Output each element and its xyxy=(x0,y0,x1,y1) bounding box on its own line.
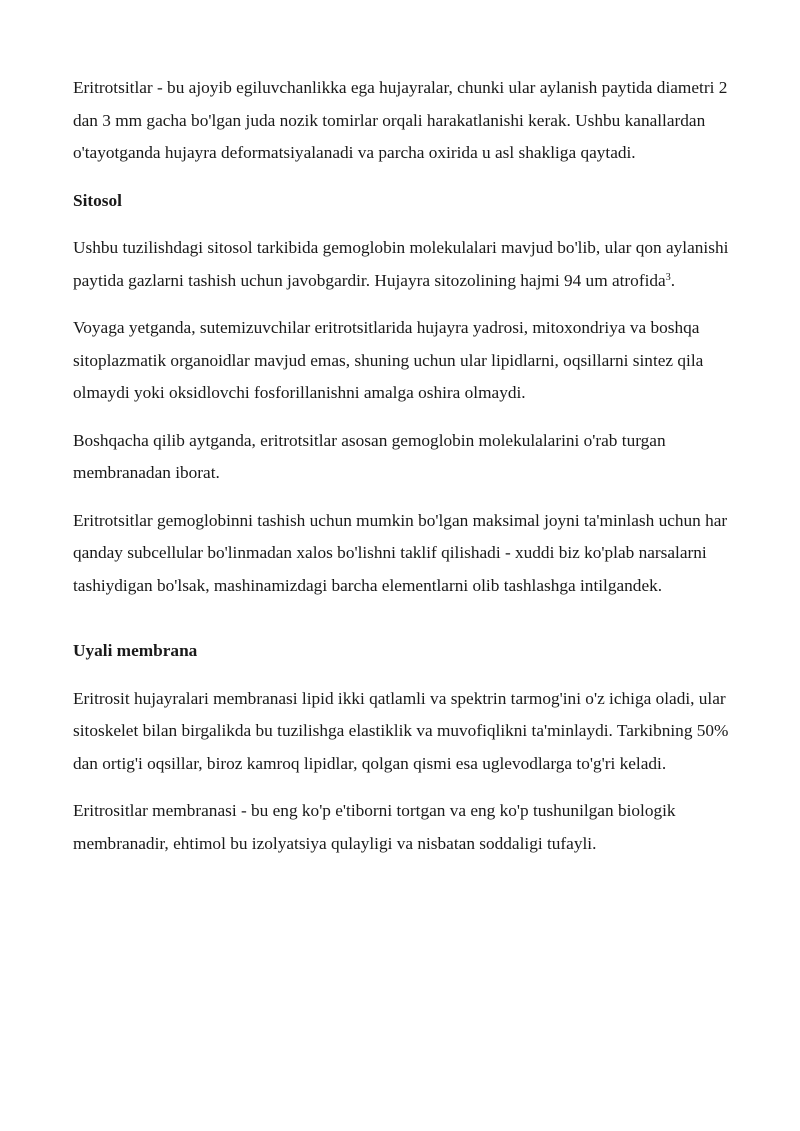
membrane-paragraph-1: Eritrosit hujayralari membranasi lipid ikki qatlamli va spektrin tarmog'ini o'z ichiga oladi, ular sitoskelet bilan birgalikda bu tuzilishga elastiklik va muvofiqlikni ta'minlaydi. Tarkibning 50% dan ortig'i oqsillar, biroz kamroq lipidlar, qolgan qismi esa uglevodlarga to'g'ri keladi. xyxy=(73,688,729,773)
sitosol-paragraph-1-text: Ushbu tuzilishdagi sitosol tarkibida gemoglobin molekulalari mavjud bo'lib, ular qon aylanishi paytida gazlarni tashish uchun javobgardir. Hujayra sitozolining hajmi 94 um atrofida xyxy=(73,238,729,290)
intro-paragraph: Eritrotsitlar - bu ajoyib egiluvchanlikka ega hujayralar, chunki ular aylanish paytida diametri 2 dan 3 mm gacha bo'lgan juda nozik tomirlar orqali harakatlanishi kerak. Ushbu kanallardan o'tayotganda hujayra deformatsiyalanadi va parcha oxirida u asl shakliga qaytadi. xyxy=(73,78,728,162)
footnote-reference: 3 xyxy=(665,271,671,283)
section-heading-sitosol: Sitosol xyxy=(73,190,122,210)
sitosol-paragraph-4: Eritrotsitlar gemoglobinni tashish uchun mumkin bo'lgan maksimal joyni ta'minlash uchun har qanday subcellular bo'linmadan xalos bo'lishni taklif qilishadi - xuddi biz ko'plab narsalarni tashiydigan bo'lsak, mashinamizdagi barcha elementlarni olib tashlashga intilgandek. xyxy=(73,510,728,595)
membrane-paragraph-2: Eritrositlar membranasi - bu eng ko'p e'tiborni tortgan va eng ko'p tushunilgan biologik membranadir, ehtimol bu izolyatsiya qulayligi va nisbatan soddaligi tufayli. xyxy=(73,801,676,853)
document-page xyxy=(73,72,733,875)
sitosol-paragraph-1 xyxy=(73,232,733,297)
sitosol-paragraph-3: Boshqacha qilib aytganda, eritrotsitlar asosan gemoglobin molekulalarini o'rab turgan membranadan iborat. xyxy=(73,430,666,482)
section-heading-cell-membrane: Uyali membrana xyxy=(73,641,198,660)
sitosol-paragraph-2: Voyaga yetganda, sutemizuvchilar eritrotsitlarida hujayra yadrosi, mitoxondriya va boshqa sitoplazmatik organoidlar mavjud emas, shuning uchun ular lipidlarni, oqsillarni sintez qila olmaydi yoki oksidlovchi fosforillanishni amalga oshira olmaydi. xyxy=(73,318,704,402)
sitosol-paragraph-1-end: . xyxy=(670,270,676,290)
